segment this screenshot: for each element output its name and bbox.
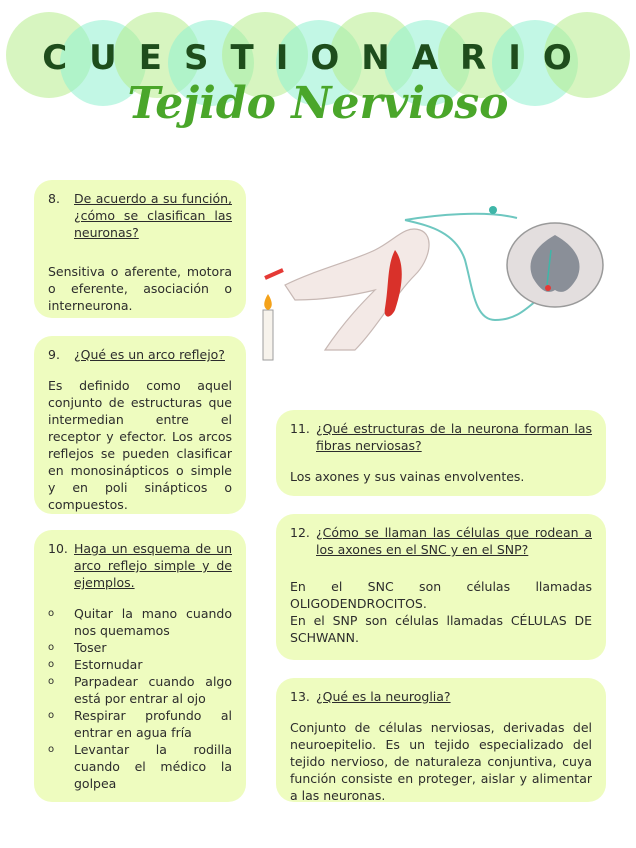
question-card-9: [34, 336, 246, 514]
candle-icon: [263, 310, 273, 360]
question-text: ¿Qué es la neuroglia?: [316, 689, 451, 704]
question-12: [290, 524, 592, 558]
list-item: o Parpadear cuando algo está por entrar al ojo: [48, 674, 232, 706]
question-text: De acuerdo a su función, ¿cómo se clasifican las neuronas?: [74, 191, 232, 240]
list-item: o Estornudar: [48, 657, 143, 672]
question-text: ¿Qué es un arco reflejo?: [74, 347, 225, 362]
answer-text: Es definido como aquel conjunto de estructuras que intermedian entre el receptor y efector. Los arcos reflejos se pueden clasificar en monosinápticos o simple y en poli sinápticos o compuestos.: [48, 378, 232, 512]
answer-text: Sensitiva o aferente, motora o eferente, asociación o interneurona.: [48, 264, 232, 313]
question-text: ¿Qué estructuras de la neurona forman las fibras nerviosas?: [316, 421, 592, 453]
bullet-icon: o: [48, 744, 55, 755]
reflex-arc-illustration: [255, 190, 625, 370]
question-text: ¿Cómo se llaman las células que rodean a los axones en el SNC y en el SNP?: [316, 525, 592, 557]
question-card-13: [276, 678, 606, 802]
list-item: o Respirar profundo al entrar en agua fría: [48, 708, 232, 740]
answer-text-snc: En el SNC son células llamadas OLIGODENDROCITOS.: [290, 579, 592, 611]
flame-icon: [264, 294, 272, 310]
examples-list: [48, 605, 232, 792]
question-13: [290, 688, 592, 705]
bullet-icon: o: [48, 676, 55, 687]
question-number: 10.: [48, 541, 68, 556]
question-9: [48, 346, 232, 363]
list-item: o Toser: [48, 640, 107, 655]
question-11: [290, 420, 592, 454]
question-number: 9.: [48, 347, 60, 362]
bullet-icon: o: [48, 642, 55, 653]
ganglion-icon: [489, 206, 497, 214]
arrow-icon: [265, 270, 283, 278]
arm-icon: [285, 229, 429, 350]
question-number: 12.: [290, 525, 310, 540]
answer-text: Los axones y sus vainas envolventes.: [290, 469, 525, 484]
question-10: [48, 540, 232, 591]
page-title: CUESTIONARIO: [42, 38, 594, 78]
question-card-11: [276, 410, 606, 496]
question-text: Haga un esquema de un arco reflejo simple y de ejemplos.: [74, 541, 232, 590]
bullet-icon: o: [48, 659, 55, 670]
page-subtitle: Tejido Nervioso: [127, 78, 509, 129]
question-number: 8.: [48, 191, 60, 206]
question-card-10: [34, 530, 246, 802]
question-number: 11.: [290, 421, 310, 436]
answer-text: Conjunto de células nerviosas, derivadas del neuroepitelio. Es un tejido especializado del tejido nervioso, de naturaleza conjuntiva, cuya función consiste en proteger, aislar y alimentar a las neuronas.: [290, 720, 592, 803]
answer-text-snp: En el SNP son células llamadas CÉLULAS DE SCHWANN.: [290, 613, 592, 645]
bullet-icon: o: [48, 608, 55, 619]
question-card-12: [276, 514, 606, 660]
question-card-8: [34, 180, 246, 318]
list-item: o Quitar la mano cuando nos quemamos: [48, 606, 232, 638]
bullet-icon: o: [48, 710, 55, 721]
question-8: [48, 190, 232, 241]
list-item: o Levantar la rodilla cuando el médico la golpea: [48, 742, 232, 791]
question-number: 13.: [290, 689, 310, 704]
